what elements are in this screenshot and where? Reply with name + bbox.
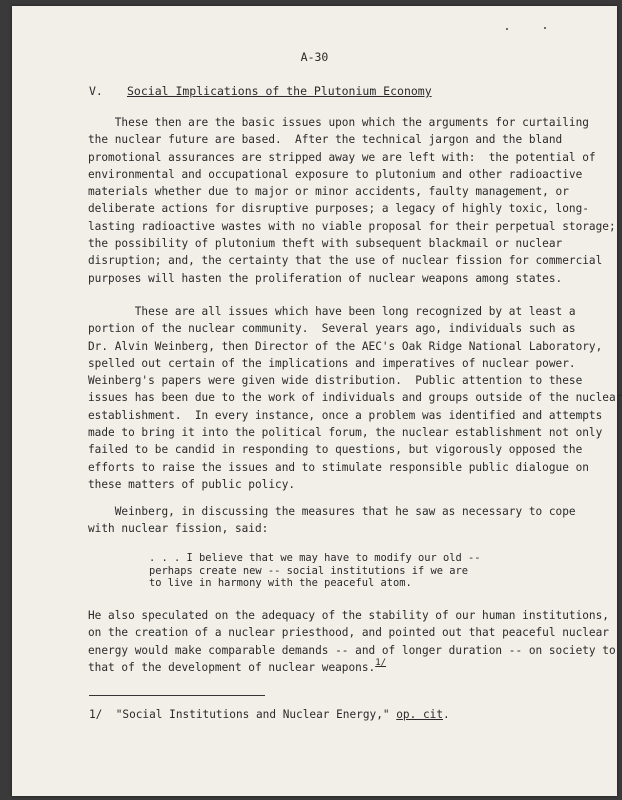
footnote — [89, 708, 450, 721]
footnote-reference: 1/ — [375, 657, 387, 668]
paragraph-4-text: He also speculated on the adequacy of the stability of our human institutions, on the creation of a nuclear priesthood, and pointed out that peaceful nuclear energy would make comparable demands -- and of longer duration -- on society to that of the development of nuclear weapons. — [88, 609, 616, 674]
section-title: Social Implications of the Plutonium Economy — [127, 84, 432, 98]
specks — [544, 27, 546, 29]
footnote-end: . — [443, 708, 450, 721]
paragraph-3: Weinberg, in discussing the measures that he saw as necessary to cope with nuclear fission, said: — [88, 505, 576, 536]
footnote-text: "Social Institutions and Nuclear Energy," — [102, 708, 397, 721]
paragraph-1: These then are the basic issues upon which the arguments for curtailing the nuclear future are based. After the technical jargon and the bland promotional assurances are stripped away we are left with: the potential of environmental and occupational exposure to plutonium and other radioactive materials whether due to major or minor accidents, faulty management, or deliberate actions for disruptive purposes; a legacy of highly toxic, long- lasting radioactive wastes with no viable proposal for their perpetual storage; the possibility of plutonium theft with subsequent blackmail or nuclear disruption; and, the certainty that the use of nuclear fission for commercial purposes will hasten the proliferation of nuclear weapons among states. — [88, 116, 616, 285]
section-number: V. — [89, 84, 103, 98]
footnote-citation: op. cit — [396, 708, 444, 721]
specks — [506, 28, 508, 30]
page-number: A-30 — [300, 50, 329, 64]
block-quote: . . . I believe that we may have to modify our old -- perhaps create new -- social institutions if we are to live in harmony with the peaceful atom. — [149, 552, 481, 590]
document-page — [12, 6, 622, 796]
section-heading — [89, 84, 432, 98]
paragraph-4 — [88, 607, 616, 678]
footnote-marker: 1/ — [89, 708, 103, 721]
paragraph-2: These are all issues which have been long recognized by at least a portion of the nuclear community. Several years ago, individuals such as Dr. Alvin Weinberg, then Director of the AEC's Oak Ridge National Laboratory, spelled out certain of the implications and imperatives of nuclear power. Weinberg's papers were given wide distribution. Public attention to these issues has been due to the work of individuals and groups outside of the nuclear establishment. In every instance, once a problem was identified and attempts made to bring it into the political forum, the nuclear establishment not only failed to be candid in responding to questions, but vigorously opposed the efforts to raise the issues and to stimulate responsible public dialogue on these matters of public policy. — [88, 305, 622, 491]
footnote-divider — [89, 695, 265, 696]
